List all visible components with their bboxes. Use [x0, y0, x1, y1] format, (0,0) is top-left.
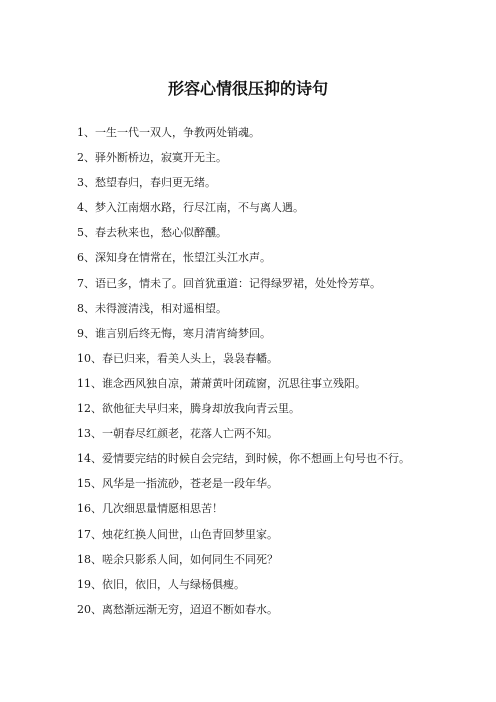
poem-line: 16、几次细思量情愿相思苦！: [77, 502, 223, 516]
poem-line: 2、驿外断桥边，寂寞开无主。: [77, 151, 227, 165]
poem-list: [77, 120, 487, 622]
poem-line: 8、未得渡清浅，相对遥相望。: [77, 301, 227, 315]
page-title: 形容心情很压抑的诗句: [167, 79, 328, 98]
poem-line: 17、烛花红换人间世，山色青回梦里家。: [77, 527, 278, 541]
poem-line: 14、爱情要完结的时候自会完结，到时候，你不想画上句号也不行。: [77, 452, 410, 466]
poem-line: 1、一生一代一双人，争教两处销魂。: [77, 126, 260, 139]
poem-line: 15、风华是一指流砂，苍老是一段年华。: [77, 477, 278, 491]
poem-line: 10、春已归来，看美人头上，袅袅春幡。: [77, 351, 278, 365]
poem-line: 4、梦入江南烟水路，行尽江南，不与离人遇。: [77, 201, 304, 215]
poem-line: 5、春去秋来也，愁心似醉醺。: [77, 226, 227, 240]
poem-line: 11、谁念西风独自凉，萧萧黄叶闭疏窗，沉思往事立残阳。: [77, 376, 366, 390]
poem-line: 18、嗟余只影系人间，如何同生不同死？: [77, 552, 278, 566]
poem-line: 3、愁望春归，春归更无绪。: [77, 176, 216, 190]
poem-line: 6、深知身在情常在，怅望江头江水声。: [77, 251, 271, 265]
poem-line: 13、一朝春尽红颜老，花落人亡两不知。: [77, 427, 278, 441]
poem-line: 19、依旧，依旧，人与绿杨俱瘦。: [77, 577, 245, 591]
poem-line: 7、语已多，情未了。回首犹重道：记得绿罗裙，处处怜芳草。: [77, 276, 381, 290]
poem-line: 20、离愁渐远渐无穷，迢迢不断如春水。: [77, 602, 278, 616]
poem-line: 9、谁言别后终无悔，寒月清宵绮梦回。: [77, 326, 271, 340]
poem-line: 12、欲他征夫早归来，腾身却放我向青云里。: [77, 402, 300, 416]
